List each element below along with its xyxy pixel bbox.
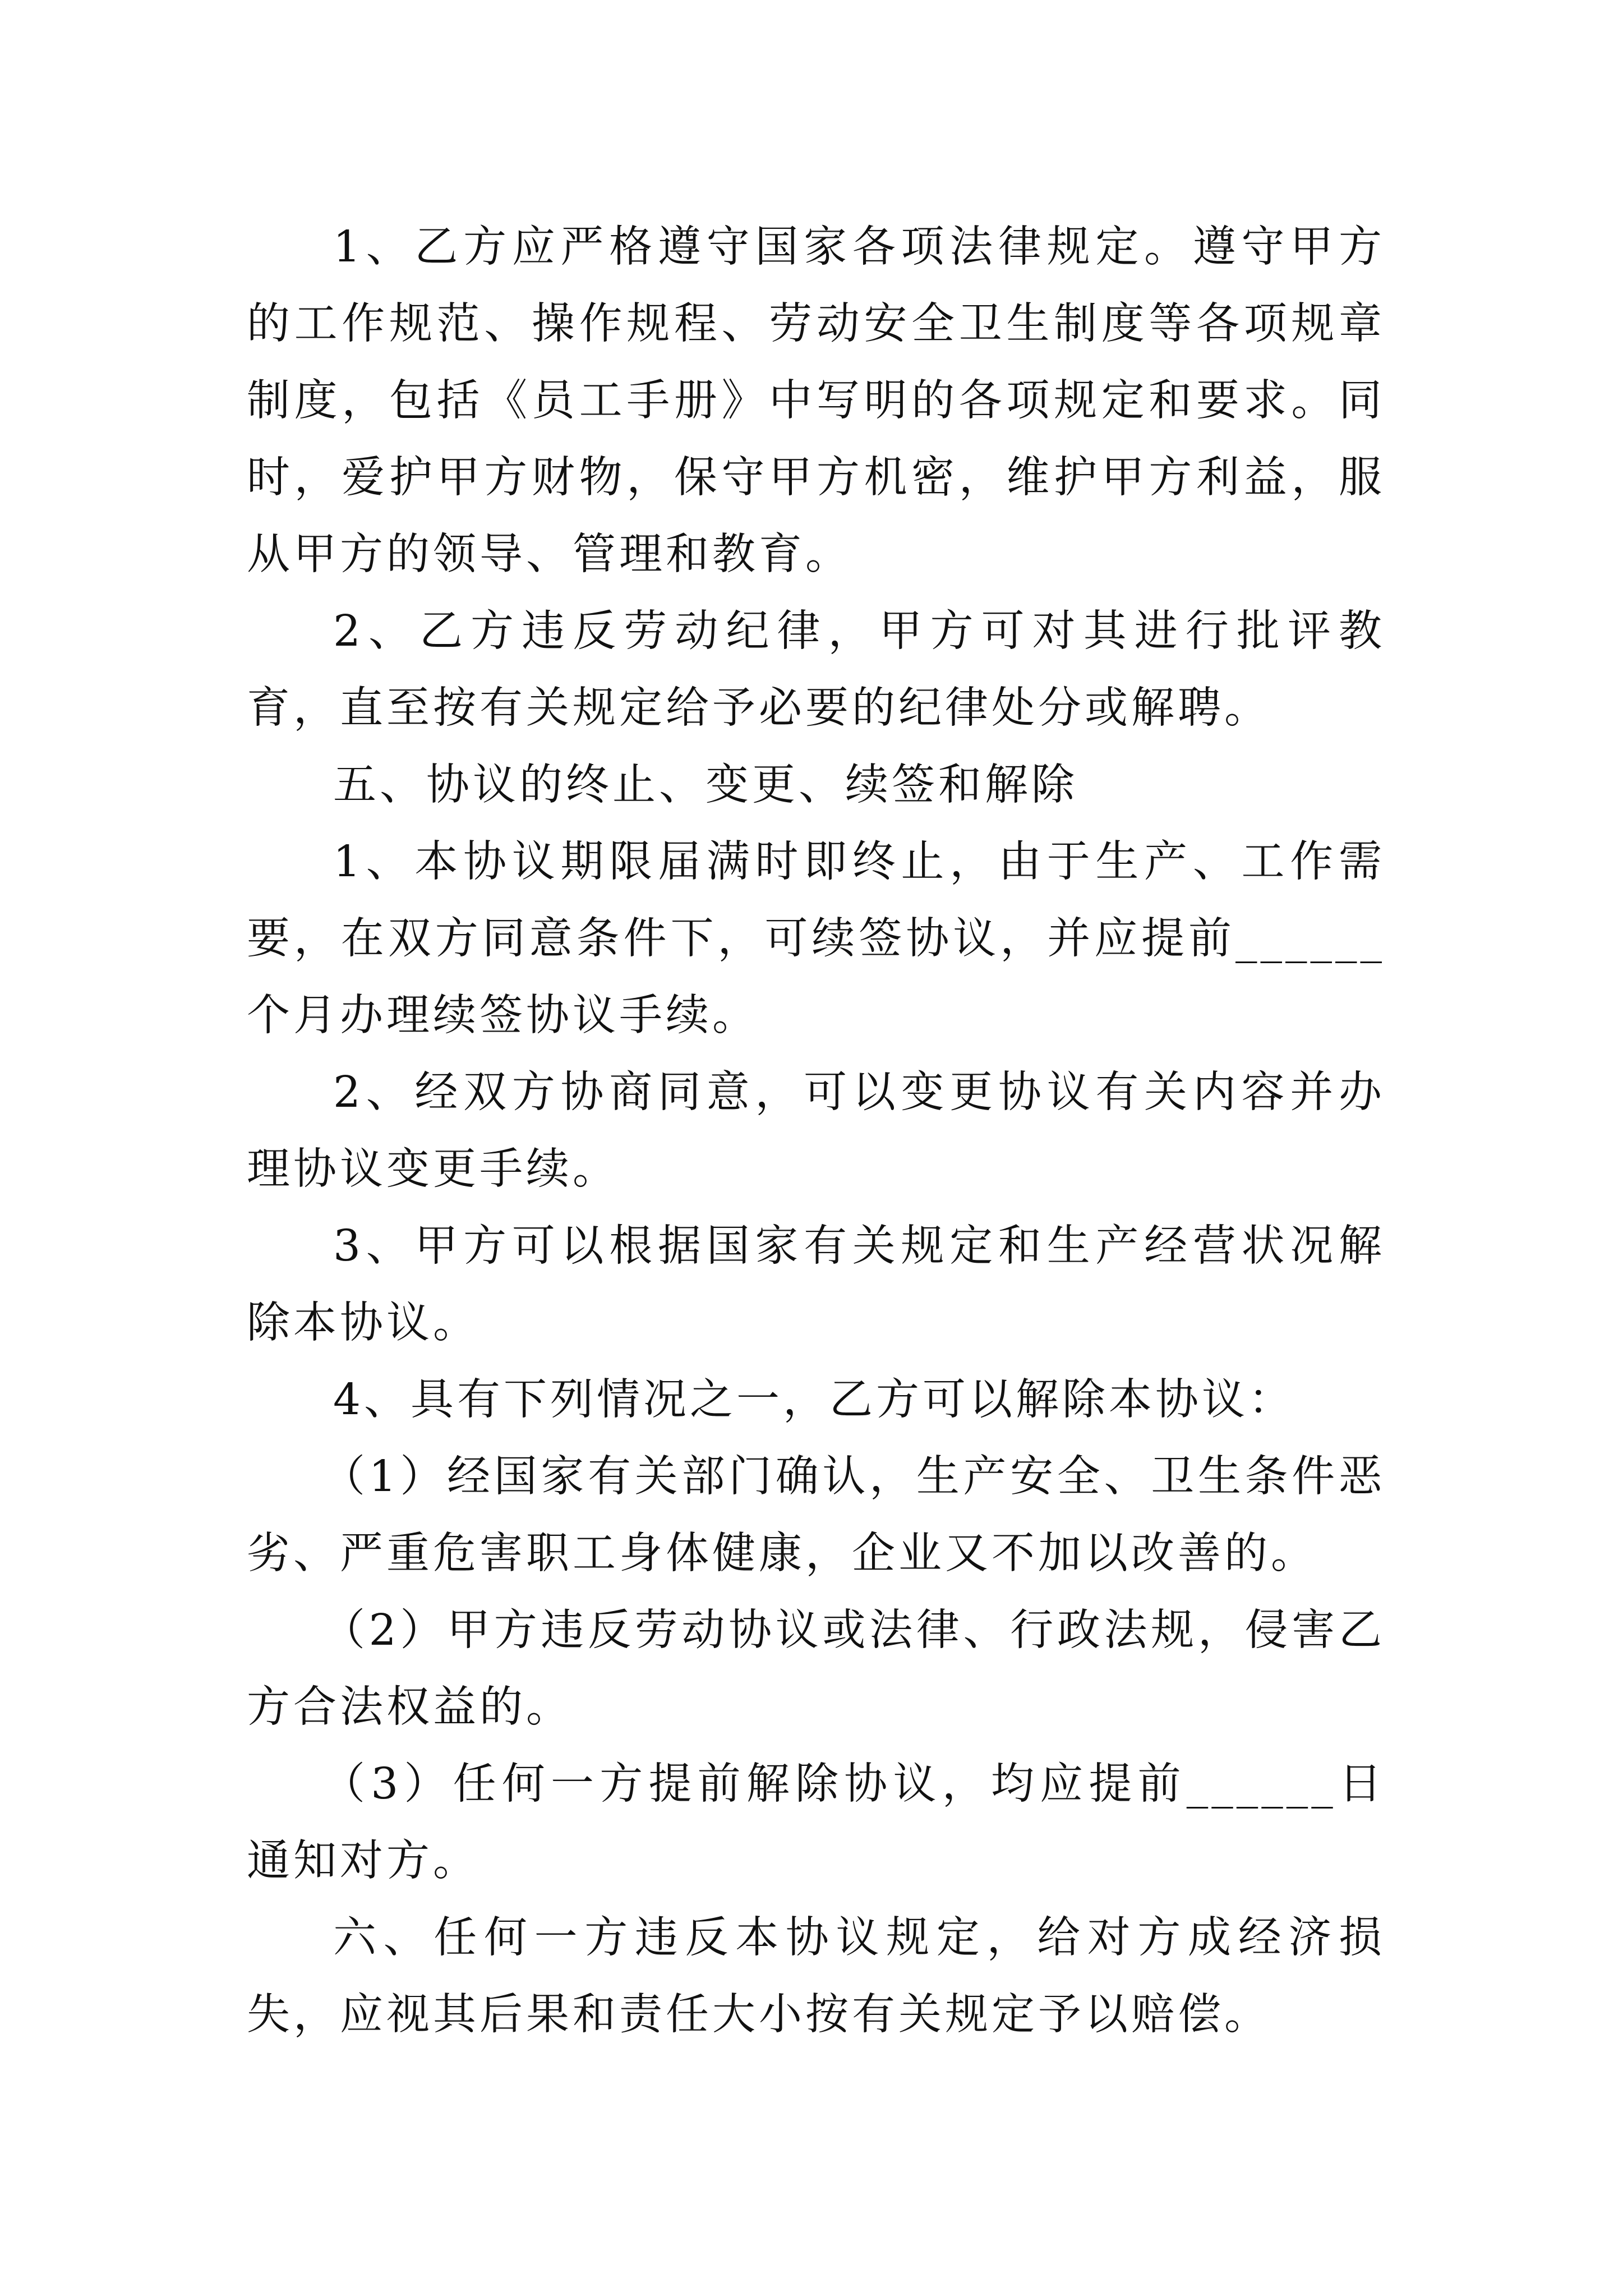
paragraph-employer-termination: 3、甲方可以根据国家有关规定和生产经营状况解除本协议。 bbox=[247, 1221, 1385, 1348]
paragraph-modification: 2、经双方协商同意，可以变更协议有关内容并办理协议变更手续。 bbox=[247, 1068, 1385, 1194]
paragraph-employee-termination: 4、具有下列情况之一，乙方可以解除本协议： bbox=[333, 1375, 1295, 1425]
document-page bbox=[247, 209, 1385, 2053]
paragraph-obligations: 1、乙方应严格遵守国家各项法律规定。遵守甲方的工作规范、操作规程、劳动安全卫生制度等各项规章制度，包括《员工手册》中写明的各项规定和要求。同时，爱护甲方财物，保守甲方机密，维护甲方利益，服从甲方的领导、管理和教育。 bbox=[247, 222, 1385, 579]
section-compensation: 六、任何一方违反本协议规定，给对方成经济损失，应视其后果和责任大小按有关规定予以赔偿。 bbox=[247, 1913, 1385, 2040]
clause-item-3: （3）任何一方提前解除协议，均应提前______日通知对方。 bbox=[247, 1759, 1385, 1886]
clause-item-1: （1）经国家有关部门确认，生产安全、卫生条件恶劣、严重危害职工身体健康，企业又不加以改善的。 bbox=[247, 1452, 1385, 1579]
paragraph-expiry-renewal: 1、本协议期限届满时即终止，由于生产、工作需要，在双方同意条件下，可续签协议，并应提前______个月办理续签协议手续。 bbox=[247, 837, 1385, 1041]
section-heading-termination: 五、协议的终止、变更、续签和解除 bbox=[333, 760, 1078, 810]
paragraph-discipline: 2、乙方违反劳动纪律，甲方可对其进行批评教育，直至按有关规定给予必要的纪律处分或解聘。 bbox=[247, 606, 1385, 733]
clause-item-2: （2）甲方违反劳动协议或法律、行政法规，侵害乙方合法权益的。 bbox=[247, 1605, 1385, 1732]
